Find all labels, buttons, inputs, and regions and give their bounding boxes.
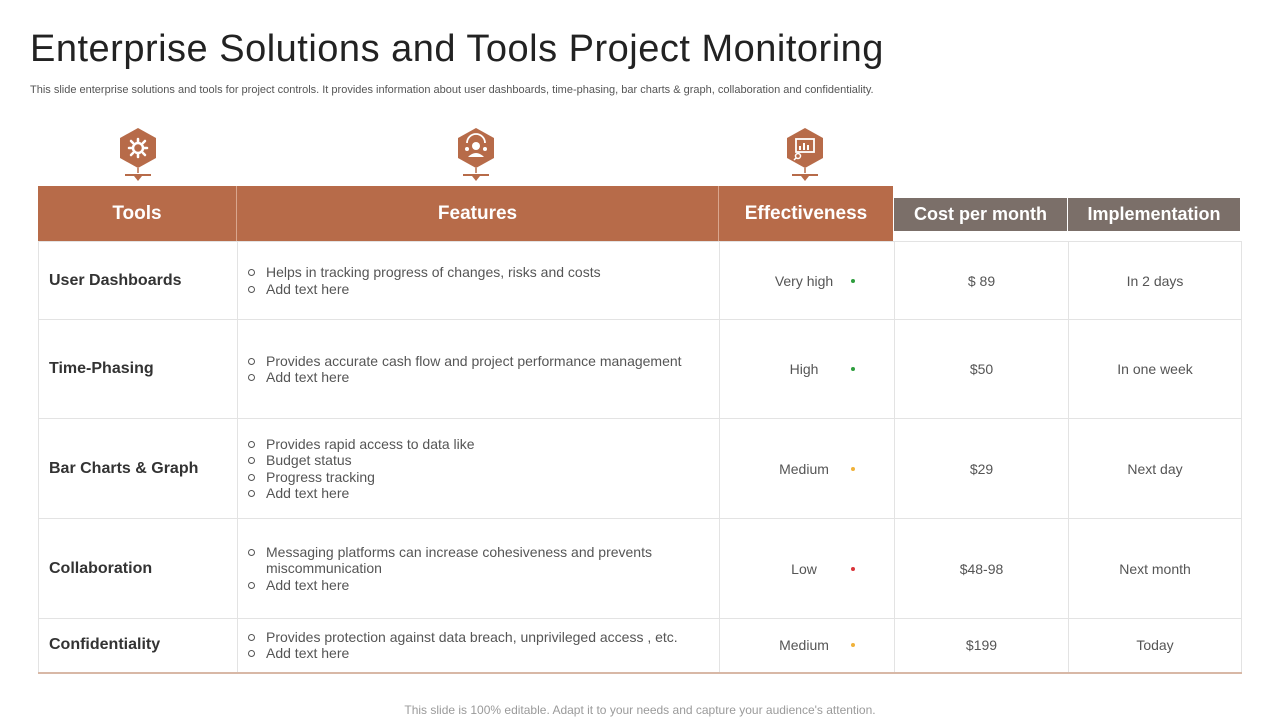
- header-effectiveness: Effectiveness: [719, 186, 893, 241]
- cost-cell: $29: [895, 419, 1069, 519]
- feature-item: Add text here: [246, 577, 719, 594]
- effectiveness-label: Medium: [779, 460, 829, 477]
- status-dot-icon: [851, 279, 855, 283]
- feature-item: Messaging platforms can increase cohesiveness and prevents miscommunication: [246, 544, 719, 577]
- effectiveness-cell: [720, 519, 895, 619]
- effectiveness-rating: [759, 273, 855, 289]
- features-cell: [238, 320, 720, 419]
- effectiveness-cell: [720, 320, 895, 419]
- feature-list: [246, 264, 719, 297]
- footer-note: This slide is 100% editable. Adapt it to your needs and capture your audience's attention.: [404, 703, 876, 717]
- status-dot-icon: [851, 367, 855, 371]
- effectiveness-rating: [759, 461, 855, 477]
- effectiveness-label: High: [789, 361, 819, 377]
- table-row: [39, 242, 1242, 320]
- table-body: [39, 242, 1242, 673]
- feature-item: Progress tracking: [246, 469, 719, 486]
- tool-name: Confidentiality: [39, 619, 238, 673]
- status-dot-icon: [851, 467, 855, 471]
- features-cell: [238, 519, 720, 619]
- effectiveness-cell: [720, 619, 895, 673]
- table-row: [39, 519, 1242, 619]
- header-cost: Cost per month: [894, 198, 1067, 231]
- tools-gear-icon: [117, 127, 159, 183]
- page-subtitle: This slide enterprise solutions and tools for project controls. It provides information about user dashboards, time-phasing, bar charts & graph, collaboration and confidentiality.: [30, 84, 874, 96]
- features-cell: [238, 242, 720, 320]
- implementation-cell: In one week: [1069, 320, 1242, 419]
- tools-table: [38, 241, 1242, 674]
- tool-name: Collaboration: [39, 519, 238, 619]
- effectiveness-label: Low: [791, 560, 817, 577]
- effectiveness-rating: [759, 561, 855, 577]
- effectiveness-label: Very high: [774, 272, 834, 289]
- tool-name: Time-Phasing: [39, 320, 238, 419]
- cost-cell: $48-98: [895, 519, 1069, 619]
- implementation-cell: Today: [1069, 619, 1242, 673]
- cost-cell: $ 89: [895, 242, 1069, 320]
- feature-list: [246, 353, 719, 386]
- status-dot-icon: [851, 567, 855, 571]
- feature-item: Helps in tracking progress of changes, risks and costs: [246, 264, 719, 281]
- header-implementation: Implementation: [1068, 198, 1240, 231]
- effectiveness-cell: [720, 419, 895, 519]
- implementation-cell: Next month: [1069, 519, 1242, 619]
- feature-item: Add text here: [246, 369, 719, 386]
- feature-item: Add text here: [246, 485, 719, 502]
- feature-list: [246, 629, 719, 662]
- status-dot-icon: [851, 643, 855, 647]
- table-row: [39, 419, 1242, 519]
- feature-item: Provides rapid access to data like: [246, 436, 719, 453]
- implementation-cell: In 2 days: [1069, 242, 1242, 320]
- feature-list: [246, 436, 719, 502]
- feature-item: Budget status: [246, 452, 719, 469]
- feature-item: Add text here: [246, 281, 719, 298]
- features-cell: [238, 619, 720, 673]
- team-chat-icon: [455, 127, 497, 183]
- features-cell: [238, 419, 720, 519]
- page-title: Enterprise Solutions and Tools Project Monitoring: [30, 28, 884, 70]
- table-row: [39, 619, 1242, 673]
- tool-name: User Dashboards: [39, 242, 238, 320]
- effectiveness-cell: [720, 242, 895, 320]
- table-row: [39, 320, 1242, 419]
- implementation-cell: Next day: [1069, 419, 1242, 519]
- feature-list: [246, 544, 719, 594]
- chart-analysis-icon: [784, 127, 826, 183]
- header-tools: Tools: [38, 186, 237, 241]
- header-features: Features: [237, 186, 719, 241]
- effectiveness-rating: [759, 361, 855, 377]
- tool-name: Bar Charts & Graph: [39, 419, 238, 519]
- cost-cell: $199: [895, 619, 1069, 673]
- cost-cell: $50: [895, 320, 1069, 419]
- feature-item: Provides protection against data breach, unprivileged access , etc.: [246, 629, 719, 646]
- effectiveness-label: Medium: [779, 637, 829, 654]
- effectiveness-rating: [759, 637, 855, 653]
- feature-item: Add text here: [246, 645, 719, 662]
- feature-item: Provides accurate cash flow and project performance management: [246, 353, 719, 370]
